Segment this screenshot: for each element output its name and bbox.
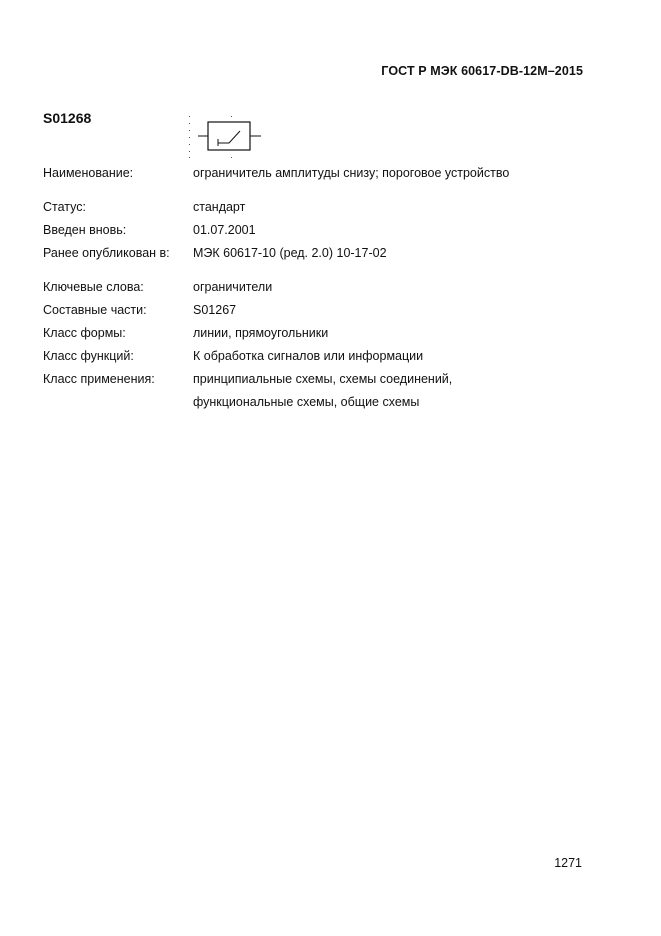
field-value: 01.07.2001 — [193, 223, 256, 237]
field-value: ограничители — [193, 280, 273, 294]
field-label: Класс формы: — [43, 326, 126, 340]
field-value: стандарт — [193, 200, 246, 214]
symbol-code: S01268 — [43, 110, 92, 126]
threshold-limiter-symbol-icon — [188, 114, 268, 160]
field-value: К обработка сигналов или информации — [193, 349, 424, 363]
field-row-name — [43, 165, 603, 188]
field-row-introduced — [43, 222, 603, 245]
field-value: МЭК 60617-10 (ред. 2.0) 10-17-02 — [193, 246, 387, 260]
field-row-shape-class — [43, 325, 603, 348]
field-row-function-class — [43, 348, 603, 371]
field-value: S01267 — [193, 303, 237, 317]
field-value: функциональные схемы, общие схемы — [193, 395, 420, 409]
field-label: Введен вновь: — [43, 223, 127, 237]
field-row-keywords — [43, 279, 603, 302]
field-label: Статус: — [43, 200, 86, 214]
field-label: Ключевые слова: — [43, 280, 144, 294]
field-row-application-class — [43, 371, 603, 394]
field-value: ограничитель амплитуды снизу; пороговое устройство — [193, 166, 510, 180]
document-standard-header: ГОСТ Р МЭК 60617-DB-12M–2015 — [381, 64, 583, 78]
symbol-attributes — [43, 165, 603, 417]
page-number: 1271 — [554, 856, 582, 870]
field-label: Наименование: — [43, 166, 134, 180]
field-label: Ранее опубликован в: — [43, 246, 170, 260]
field-row-application-class-continued — [43, 394, 603, 417]
field-row-published-in — [43, 245, 603, 268]
field-label: Класс применения: — [43, 372, 155, 386]
field-value: линии, прямоугольники — [193, 326, 329, 340]
field-row-components — [43, 302, 603, 325]
field-row-status — [43, 199, 603, 222]
field-label: Составные части: — [43, 303, 147, 317]
field-value: принципиальные схемы, схемы соединений, — [193, 372, 453, 386]
field-label: Класс функций: — [43, 349, 134, 363]
